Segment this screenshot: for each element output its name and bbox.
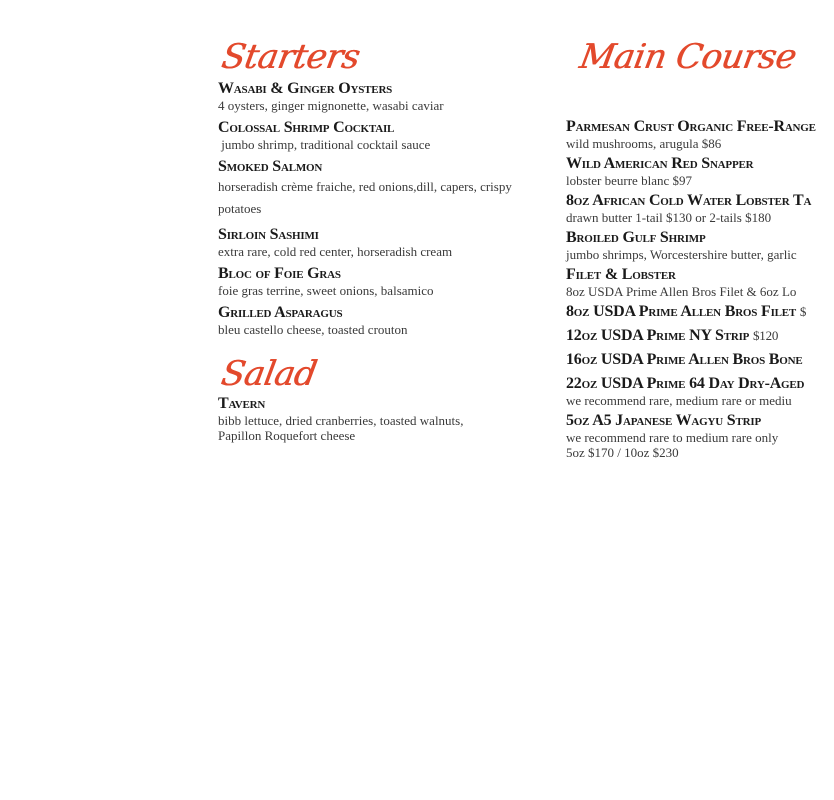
starters-list (218, 80, 558, 337)
menu-item (218, 119, 558, 152)
item-description: jumbo shrimps, Worcestershire butter, garlic (566, 247, 797, 262)
menu-item (566, 303, 826, 321)
menu-item (566, 327, 826, 345)
item-name-with-price (566, 327, 826, 345)
item-price-line: 5oz $170 / 10oz $230 (566, 445, 679, 460)
item-name-text: 12oz USDA Prime NY Strip (566, 327, 750, 344)
item-name-with-price (566, 303, 826, 321)
starters-heading: Starters (218, 37, 363, 77)
item-description: extra rare, cold red center, horseradish cream (218, 244, 453, 259)
item-name: Parmesan Crust Organic Free-Range (566, 118, 816, 135)
menu-item (566, 412, 826, 460)
item-description: 4 oysters, ginger mignonette, wasabi caviar (218, 98, 444, 113)
item-description: 8oz USDA Prime Allen Bros Filet & 6oz Lo (566, 284, 797, 299)
menu-item (218, 80, 558, 113)
item-name: 8oz African Cold Water Lobster Ta (566, 192, 812, 209)
item-price: $ (799, 304, 807, 319)
item-name: Grilled Asparagus (218, 304, 343, 321)
menu-item (566, 118, 826, 151)
menu-item (566, 229, 826, 262)
item-name: Bloc of Foie Gras (218, 265, 341, 282)
item-description: we recommend rare to medium rare only (566, 430, 779, 445)
item-name: Tavern (218, 395, 266, 412)
menu-item (566, 375, 826, 408)
item-name: Wild American Red Snapper (566, 155, 754, 172)
item-name: Wasabi & Ginger Oysters (218, 80, 393, 97)
item-description: wild mushrooms, arugula $86 (566, 136, 722, 151)
item-description: horseradish crème fraiche, red onions,dill, capers, crispy potatoes (218, 179, 512, 216)
left-column (218, 34, 558, 443)
item-description: foie gras terrine, sweet onions, balsamico (218, 283, 434, 298)
right-column (566, 34, 826, 466)
menu-item (566, 266, 826, 299)
item-description-line: Papillon Roquefort cheese (218, 428, 356, 443)
main-course-heading: Main Course (576, 37, 799, 77)
item-name: 16oz USDA Prime Allen Bros Bone (566, 351, 803, 368)
menu-item (566, 192, 826, 225)
item-description: drawn butter 1-tail $130 or 2-tails $180 (566, 210, 772, 225)
item-name-text: 8oz USDA Prime Allen Bros Filet (566, 303, 797, 320)
menu-item (218, 226, 558, 259)
item-price: $120 (753, 328, 779, 343)
item-name: Smoked Salmon (218, 158, 323, 175)
item-name: 22oz USDA Prime 64 Day Dry-Aged (566, 375, 805, 392)
menu-item (218, 158, 558, 220)
menu-item (566, 351, 826, 369)
item-description: jumbo shrimp, traditional cocktail sauce (218, 137, 431, 152)
salad-list (218, 395, 558, 443)
item-description-line: bibb lettuce, dried cranberries, toasted walnuts, (218, 413, 464, 428)
menu-item (218, 304, 558, 337)
main-course-list (566, 118, 826, 460)
item-name: 5oz A5 Japanese Wagyu Strip (566, 412, 761, 429)
item-description: we recommend rare, medium rare or mediu (566, 393, 792, 408)
item-description: bleu castello cheese, toasted crouton (218, 322, 408, 337)
menu-item (218, 265, 558, 298)
item-name: Broiled Gulf Shrimp (566, 229, 706, 246)
menu-item (566, 155, 826, 188)
menu-item (218, 395, 558, 443)
item-name: Sirloin Sashimi (218, 226, 319, 243)
item-description: lobster beurre blanc $97 (566, 173, 692, 188)
item-name: Filet & Lobster (566, 266, 676, 283)
item-name: Colossal Shrimp Cocktail (218, 119, 395, 136)
salad-heading: Salad (218, 354, 320, 394)
